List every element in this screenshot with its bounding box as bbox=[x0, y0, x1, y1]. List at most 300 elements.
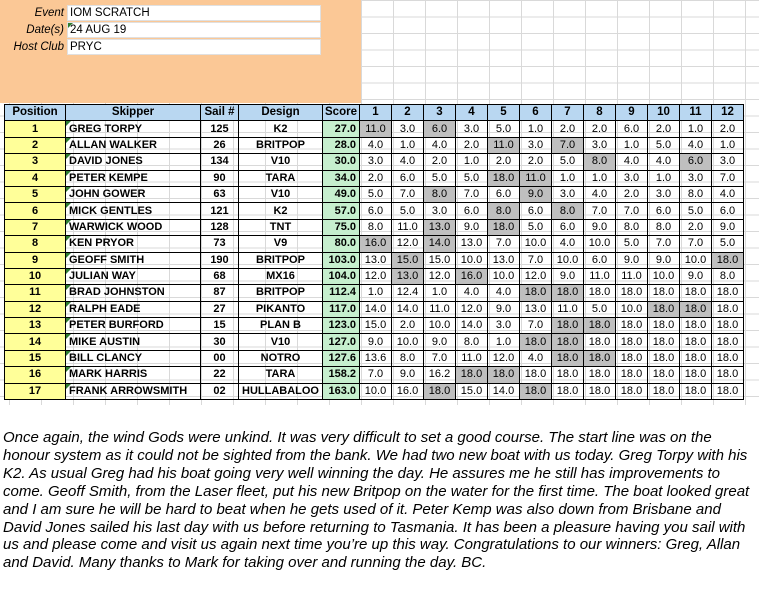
race-result-cell[interactable]: 6.0 bbox=[520, 203, 552, 219]
sail-number-cell[interactable]: 73 bbox=[201, 236, 239, 252]
race-result-dropped-cell[interactable]: 6.0 bbox=[424, 121, 456, 137]
skipper-cell[interactable] bbox=[66, 137, 201, 153]
skipper-cell[interactable] bbox=[66, 350, 201, 366]
race-result-cell[interactable]: 18.0 bbox=[616, 285, 648, 301]
race-result-cell[interactable]: 6.0 bbox=[552, 219, 584, 235]
race-result-cell[interactable]: 4.0 bbox=[552, 236, 584, 252]
score-cell[interactable]: 75.0 bbox=[323, 219, 360, 235]
race-result-cell[interactable]: 2.0 bbox=[648, 121, 680, 137]
race-result-cell[interactable]: 3.0 bbox=[392, 121, 424, 137]
race-result-cell[interactable]: 3.0 bbox=[360, 154, 392, 170]
race-result-cell[interactable]: 13.6 bbox=[360, 350, 392, 366]
race-result-cell[interactable]: 1.0 bbox=[616, 137, 648, 153]
race-result-dropped-cell[interactable]: 18.0 bbox=[456, 367, 488, 383]
race-result-cell[interactable]: 1.0 bbox=[520, 121, 552, 137]
race-result-cell[interactable]: 1.0 bbox=[648, 170, 680, 186]
race-result-cell[interactable]: 4.0 bbox=[360, 137, 392, 153]
column-header[interactable]: Score bbox=[323, 105, 360, 121]
race-result-cell[interactable]: 18.0 bbox=[648, 350, 680, 366]
race-result-cell[interactable]: 2.0 bbox=[392, 318, 424, 334]
race-result-dropped-cell[interactable]: 18.0 bbox=[488, 219, 520, 235]
race-result-cell[interactable]: 1.0 bbox=[456, 154, 488, 170]
race-result-dropped-cell[interactable]: 6.0 bbox=[680, 154, 712, 170]
sail-number-cell[interactable]: 68 bbox=[201, 268, 239, 284]
race-result-cell[interactable]: 10.0 bbox=[552, 252, 584, 268]
skipper-cell[interactable] bbox=[66, 121, 201, 137]
design-cell[interactable]: NOTRO bbox=[239, 350, 323, 366]
race-result-cell[interactable]: 6.0 bbox=[584, 252, 616, 268]
race-result-dropped-cell[interactable]: 8.0 bbox=[584, 154, 616, 170]
column-header[interactable]: 3 bbox=[424, 105, 456, 121]
race-result-cell[interactable]: 2.0 bbox=[680, 219, 712, 235]
race-result-cell[interactable]: 9.0 bbox=[424, 334, 456, 350]
race-result-cell[interactable]: 1.0 bbox=[488, 334, 520, 350]
skipper-cell[interactable] bbox=[66, 383, 201, 399]
race-result-cell[interactable]: 7.0 bbox=[712, 170, 744, 186]
race-result-cell[interactable]: 18.0 bbox=[680, 318, 712, 334]
race-result-cell[interactable]: 4.0 bbox=[712, 186, 744, 202]
position-cell[interactable]: 17 bbox=[5, 383, 66, 399]
race-result-cell[interactable]: 10.0 bbox=[392, 334, 424, 350]
race-result-cell[interactable]: 10.0 bbox=[360, 383, 392, 399]
race-result-cell[interactable]: 12.0 bbox=[456, 301, 488, 317]
race-result-cell[interactable]: 18.0 bbox=[712, 350, 744, 366]
race-result-cell[interactable]: 8.0 bbox=[456, 334, 488, 350]
race-result-dropped-cell[interactable]: 8.0 bbox=[424, 186, 456, 202]
race-result-dropped-cell[interactable]: 18.0 bbox=[520, 285, 552, 301]
race-result-cell[interactable]: 18.0 bbox=[648, 334, 680, 350]
race-result-dropped-cell[interactable]: 18.0 bbox=[424, 383, 456, 399]
race-result-cell[interactable]: 7.0 bbox=[520, 252, 552, 268]
column-header[interactable]: 4 bbox=[456, 105, 488, 121]
race-result-cell[interactable]: 4.0 bbox=[616, 154, 648, 170]
race-result-cell[interactable]: 12.0 bbox=[392, 236, 424, 252]
race-result-cell[interactable]: 9.0 bbox=[488, 301, 520, 317]
score-cell[interactable]: 158.2 bbox=[323, 367, 360, 383]
race-result-cell[interactable]: 5.0 bbox=[424, 170, 456, 186]
race-result-dropped-cell[interactable]: 18.0 bbox=[584, 318, 616, 334]
sail-number-cell[interactable]: 190 bbox=[201, 252, 239, 268]
skipper-cell[interactable] bbox=[66, 154, 201, 170]
race-result-cell[interactable]: 5.0 bbox=[360, 186, 392, 202]
race-result-cell[interactable]: 4.0 bbox=[648, 154, 680, 170]
race-result-cell[interactable]: 1.0 bbox=[360, 285, 392, 301]
race-result-cell[interactable]: 5.0 bbox=[456, 170, 488, 186]
race-result-dropped-cell[interactable]: 18.0 bbox=[552, 334, 584, 350]
race-result-cell[interactable]: 9.0 bbox=[616, 252, 648, 268]
race-result-cell[interactable]: 12.0 bbox=[360, 268, 392, 284]
race-result-cell[interactable]: 11.0 bbox=[424, 301, 456, 317]
sail-number-cell[interactable]: 121 bbox=[201, 203, 239, 219]
race-result-cell[interactable]: 5.0 bbox=[680, 203, 712, 219]
race-result-dropped-cell[interactable]: 13.0 bbox=[392, 268, 424, 284]
column-header[interactable]: 7 bbox=[552, 105, 584, 121]
race-result-cell[interactable]: 8.0 bbox=[680, 186, 712, 202]
race-result-dropped-cell[interactable]: 16.0 bbox=[360, 236, 392, 252]
race-result-dropped-cell[interactable]: 18.0 bbox=[552, 318, 584, 334]
race-result-cell[interactable]: 13.0 bbox=[360, 252, 392, 268]
score-cell[interactable]: 104.0 bbox=[323, 268, 360, 284]
race-result-cell[interactable]: 12.0 bbox=[424, 268, 456, 284]
column-header[interactable]: 9 bbox=[616, 105, 648, 121]
host-value[interactable]: PRYC bbox=[67, 39, 321, 55]
race-result-cell[interactable]: 11.0 bbox=[392, 219, 424, 235]
race-result-cell[interactable]: 18.0 bbox=[552, 367, 584, 383]
race-result-dropped-cell[interactable]: 14.0 bbox=[424, 236, 456, 252]
race-result-cell[interactable]: 3.0 bbox=[616, 170, 648, 186]
score-cell[interactable]: 30.0 bbox=[323, 154, 360, 170]
race-result-cell[interactable]: 10.0 bbox=[520, 236, 552, 252]
race-result-cell[interactable]: 7.0 bbox=[488, 236, 520, 252]
sail-number-cell[interactable]: 63 bbox=[201, 186, 239, 202]
race-result-cell[interactable]: 7.0 bbox=[520, 318, 552, 334]
race-result-cell[interactable]: 14.0 bbox=[360, 301, 392, 317]
race-result-cell[interactable]: 12.0 bbox=[520, 268, 552, 284]
position-cell[interactable]: 12 bbox=[5, 301, 66, 317]
race-result-cell[interactable]: 4.0 bbox=[456, 285, 488, 301]
race-result-dropped-cell[interactable]: 8.0 bbox=[552, 203, 584, 219]
skipper-cell[interactable] bbox=[66, 186, 201, 202]
sail-number-cell[interactable]: 30 bbox=[201, 334, 239, 350]
race-result-cell[interactable]: 1.0 bbox=[552, 170, 584, 186]
race-result-cell[interactable]: 12.4 bbox=[392, 285, 424, 301]
race-result-cell[interactable]: 15.0 bbox=[424, 252, 456, 268]
position-cell[interactable]: 10 bbox=[5, 268, 66, 284]
sail-number-cell[interactable]: 22 bbox=[201, 367, 239, 383]
skipper-cell[interactable] bbox=[66, 301, 201, 317]
position-cell[interactable]: 4 bbox=[5, 170, 66, 186]
race-result-cell[interactable]: 10.0 bbox=[680, 252, 712, 268]
race-result-cell[interactable]: 3.0 bbox=[456, 121, 488, 137]
race-result-cell[interactable]: 18.0 bbox=[680, 285, 712, 301]
skipper-cell[interactable] bbox=[66, 236, 201, 252]
race-result-cell[interactable]: 5.0 bbox=[616, 236, 648, 252]
position-cell[interactable]: 9 bbox=[5, 252, 66, 268]
race-result-cell[interactable]: 18.0 bbox=[712, 383, 744, 399]
race-result-cell[interactable]: 3.0 bbox=[712, 154, 744, 170]
score-cell[interactable]: 28.0 bbox=[323, 137, 360, 153]
race-result-cell[interactable]: 18.0 bbox=[712, 318, 744, 334]
skipper-cell[interactable] bbox=[66, 219, 201, 235]
design-cell[interactable]: TARA bbox=[239, 367, 323, 383]
race-result-cell[interactable]: 10.0 bbox=[648, 268, 680, 284]
race-result-cell[interactable]: 18.0 bbox=[616, 367, 648, 383]
race-result-dropped-cell[interactable]: 18.0 bbox=[488, 170, 520, 186]
race-result-cell[interactable]: 18.0 bbox=[616, 383, 648, 399]
design-cell[interactable]: PLAN B bbox=[239, 318, 323, 334]
sail-number-cell[interactable]: 128 bbox=[201, 219, 239, 235]
race-result-cell[interactable]: 3.0 bbox=[584, 137, 616, 153]
score-cell[interactable]: 80.0 bbox=[323, 236, 360, 252]
race-result-cell[interactable]: 11.0 bbox=[616, 268, 648, 284]
race-result-cell[interactable]: 12.0 bbox=[488, 350, 520, 366]
sail-number-cell[interactable]: 26 bbox=[201, 137, 239, 153]
column-header[interactable]: 6 bbox=[520, 105, 552, 121]
score-cell[interactable]: 49.0 bbox=[323, 186, 360, 202]
design-cell[interactable]: V10 bbox=[239, 154, 323, 170]
position-cell[interactable]: 13 bbox=[5, 318, 66, 334]
race-result-cell[interactable]: 9.0 bbox=[360, 334, 392, 350]
column-header[interactable]: 2 bbox=[392, 105, 424, 121]
race-result-cell[interactable]: 13.0 bbox=[456, 236, 488, 252]
sail-number-cell[interactable]: 90 bbox=[201, 170, 239, 186]
race-result-cell[interactable]: 6.0 bbox=[488, 186, 520, 202]
race-result-cell[interactable]: 6.0 bbox=[456, 203, 488, 219]
race-result-cell[interactable]: 7.0 bbox=[456, 186, 488, 202]
race-result-cell[interactable]: 5.0 bbox=[488, 121, 520, 137]
sail-number-cell[interactable]: 125 bbox=[201, 121, 239, 137]
race-result-cell[interactable]: 1.0 bbox=[712, 137, 744, 153]
race-result-cell[interactable]: 7.0 bbox=[584, 203, 616, 219]
race-result-cell[interactable]: 9.0 bbox=[648, 252, 680, 268]
race-result-cell[interactable]: 6.0 bbox=[712, 203, 744, 219]
race-result-cell[interactable]: 7.0 bbox=[648, 236, 680, 252]
race-result-cell[interactable]: 14.0 bbox=[456, 318, 488, 334]
race-result-cell[interactable]: 3.0 bbox=[520, 137, 552, 153]
race-result-cell[interactable]: 18.0 bbox=[680, 383, 712, 399]
race-result-dropped-cell[interactable]: 11.0 bbox=[488, 137, 520, 153]
race-result-cell[interactable]: 7.0 bbox=[392, 186, 424, 202]
design-cell[interactable]: V10 bbox=[239, 334, 323, 350]
dates-value[interactable] bbox=[67, 22, 321, 38]
skipper-cell[interactable] bbox=[66, 367, 201, 383]
race-result-cell[interactable]: 15.0 bbox=[360, 318, 392, 334]
design-cell[interactable]: TNT bbox=[239, 219, 323, 235]
race-result-cell[interactable]: 2.0 bbox=[456, 137, 488, 153]
race-result-cell[interactable]: 2.0 bbox=[424, 154, 456, 170]
column-header[interactable]: 11 bbox=[680, 105, 712, 121]
race-result-dropped-cell[interactable]: 18.0 bbox=[552, 285, 584, 301]
race-result-cell[interactable]: 2.0 bbox=[584, 121, 616, 137]
race-result-cell[interactable]: 8.0 bbox=[648, 219, 680, 235]
design-cell[interactable]: MX16 bbox=[239, 268, 323, 284]
race-result-dropped-cell[interactable]: 18.0 bbox=[712, 252, 744, 268]
race-result-cell[interactable]: 18.0 bbox=[584, 285, 616, 301]
position-cell[interactable]: 3 bbox=[5, 154, 66, 170]
score-cell[interactable]: 34.0 bbox=[323, 170, 360, 186]
design-cell[interactable]: V9 bbox=[239, 236, 323, 252]
race-result-cell[interactable]: 11.0 bbox=[584, 268, 616, 284]
race-result-cell[interactable]: 18.0 bbox=[712, 285, 744, 301]
design-cell[interactable]: HULLABALOO bbox=[239, 383, 323, 399]
race-result-cell[interactable]: 10.0 bbox=[456, 252, 488, 268]
race-result-cell[interactable]: 18.0 bbox=[584, 383, 616, 399]
column-header[interactable]: 12 bbox=[712, 105, 744, 121]
race-result-cell[interactable]: 13.0 bbox=[520, 301, 552, 317]
score-cell[interactable]: 117.0 bbox=[323, 301, 360, 317]
position-cell[interactable]: 11 bbox=[5, 285, 66, 301]
position-cell[interactable]: 7 bbox=[5, 219, 66, 235]
score-cell[interactable]: 27.0 bbox=[323, 121, 360, 137]
skipper-cell[interactable] bbox=[66, 203, 201, 219]
race-result-cell[interactable]: 18.0 bbox=[616, 318, 648, 334]
race-result-cell[interactable]: 8.0 bbox=[712, 268, 744, 284]
race-result-cell[interactable]: 18.0 bbox=[680, 367, 712, 383]
race-result-cell[interactable]: 18.0 bbox=[712, 334, 744, 350]
event-value[interactable]: IOM SCRATCH bbox=[67, 5, 321, 21]
design-cell[interactable]: K2 bbox=[239, 121, 323, 137]
design-cell[interactable]: V10 bbox=[239, 186, 323, 202]
race-result-cell[interactable]: 18.0 bbox=[616, 350, 648, 366]
race-result-cell[interactable]: 4.0 bbox=[680, 137, 712, 153]
column-header[interactable]: Skipper bbox=[66, 105, 201, 121]
race-result-cell[interactable]: 7.0 bbox=[360, 367, 392, 383]
race-result-cell[interactable]: 5.0 bbox=[520, 219, 552, 235]
position-cell[interactable]: 14 bbox=[5, 334, 66, 350]
race-result-cell[interactable]: 18.0 bbox=[648, 367, 680, 383]
column-header[interactable]: 8 bbox=[584, 105, 616, 121]
race-result-cell[interactable]: 6.0 bbox=[616, 121, 648, 137]
race-result-cell[interactable]: 2.0 bbox=[520, 154, 552, 170]
design-cell[interactable]: BRITPOP bbox=[239, 252, 323, 268]
race-result-dropped-cell[interactable]: 13.0 bbox=[424, 219, 456, 235]
sail-number-cell[interactable]: 02 bbox=[201, 383, 239, 399]
position-cell[interactable]: 6 bbox=[5, 203, 66, 219]
race-result-cell[interactable]: 4.0 bbox=[584, 186, 616, 202]
position-cell[interactable]: 1 bbox=[5, 121, 66, 137]
race-result-cell[interactable]: 11.0 bbox=[552, 301, 584, 317]
race-result-dropped-cell[interactable]: 8.0 bbox=[488, 203, 520, 219]
race-result-cell[interactable]: 9.0 bbox=[392, 367, 424, 383]
column-header[interactable]: 1 bbox=[360, 105, 392, 121]
race-result-cell[interactable]: 4.0 bbox=[520, 350, 552, 366]
race-result-cell[interactable]: 8.0 bbox=[360, 219, 392, 235]
design-cell[interactable]: BRITPOP bbox=[239, 285, 323, 301]
position-cell[interactable]: 8 bbox=[5, 236, 66, 252]
column-header[interactable]: 10 bbox=[648, 105, 680, 121]
race-result-cell[interactable]: 18.0 bbox=[552, 383, 584, 399]
race-result-cell[interactable]: 15.0 bbox=[456, 383, 488, 399]
race-result-cell[interactable]: 2.0 bbox=[488, 154, 520, 170]
race-result-cell[interactable]: 1.0 bbox=[392, 137, 424, 153]
race-result-cell[interactable]: 18.0 bbox=[712, 301, 744, 317]
race-result-cell[interactable]: 18.0 bbox=[648, 318, 680, 334]
race-result-cell[interactable]: 5.0 bbox=[712, 236, 744, 252]
sail-number-cell[interactable]: 15 bbox=[201, 318, 239, 334]
skipper-cell[interactable] bbox=[66, 170, 201, 186]
sail-number-cell[interactable]: 00 bbox=[201, 350, 239, 366]
race-result-cell[interactable]: 3.0 bbox=[648, 186, 680, 202]
sail-number-cell[interactable]: 87 bbox=[201, 285, 239, 301]
race-result-cell[interactable]: 3.0 bbox=[488, 318, 520, 334]
race-result-cell[interactable]: 9.0 bbox=[456, 219, 488, 235]
race-result-cell[interactable]: 13.0 bbox=[488, 252, 520, 268]
race-result-dropped-cell[interactable]: 18.0 bbox=[520, 383, 552, 399]
design-cell[interactable]: BRITPOP bbox=[239, 137, 323, 153]
race-result-cell[interactable]: 2.0 bbox=[616, 186, 648, 202]
race-result-cell[interactable]: 1.0 bbox=[680, 121, 712, 137]
race-result-cell[interactable]: 2.0 bbox=[360, 170, 392, 186]
race-result-dropped-cell[interactable]: 7.0 bbox=[552, 137, 584, 153]
race-result-dropped-cell[interactable]: 11.0 bbox=[520, 170, 552, 186]
race-result-cell[interactable]: 4.0 bbox=[392, 154, 424, 170]
race-result-cell[interactable]: 10.0 bbox=[616, 301, 648, 317]
race-result-cell[interactable]: 14.0 bbox=[488, 383, 520, 399]
sail-number-cell[interactable]: 134 bbox=[201, 154, 239, 170]
race-result-cell[interactable]: 7.0 bbox=[424, 350, 456, 366]
race-result-cell[interactable]: 18.0 bbox=[584, 334, 616, 350]
race-result-cell[interactable]: 7.0 bbox=[680, 236, 712, 252]
race-result-cell[interactable]: 18.0 bbox=[680, 350, 712, 366]
column-header[interactable]: Sail # bbox=[201, 105, 239, 121]
race-result-cell[interactable]: 1.0 bbox=[584, 170, 616, 186]
race-result-dropped-cell[interactable]: 18.0 bbox=[488, 367, 520, 383]
race-result-cell[interactable]: 3.0 bbox=[424, 203, 456, 219]
race-result-cell[interactable]: 10.0 bbox=[488, 268, 520, 284]
race-result-cell[interactable]: 16.2 bbox=[424, 367, 456, 383]
position-cell[interactable]: 2 bbox=[5, 137, 66, 153]
score-cell[interactable]: 112.4 bbox=[323, 285, 360, 301]
skipper-cell[interactable] bbox=[66, 318, 201, 334]
score-cell[interactable]: 127.6 bbox=[323, 350, 360, 366]
race-result-cell[interactable]: 6.0 bbox=[392, 170, 424, 186]
score-cell[interactable]: 127.0 bbox=[323, 334, 360, 350]
race-result-cell[interactable]: 4.0 bbox=[488, 285, 520, 301]
design-cell[interactable]: TARA bbox=[239, 170, 323, 186]
race-result-cell[interactable]: 18.0 bbox=[680, 334, 712, 350]
race-result-cell[interactable]: 18.0 bbox=[616, 334, 648, 350]
design-cell[interactable]: PIKANTO bbox=[239, 301, 323, 317]
race-result-cell[interactable]: 18.0 bbox=[520, 367, 552, 383]
race-result-cell[interactable]: 3.0 bbox=[552, 186, 584, 202]
race-result-cell[interactable]: 1.0 bbox=[424, 285, 456, 301]
race-result-dropped-cell[interactable]: 18.0 bbox=[520, 334, 552, 350]
skipper-cell[interactable] bbox=[66, 334, 201, 350]
race-result-cell[interactable]: 4.0 bbox=[424, 137, 456, 153]
race-result-cell[interactable]: 5.0 bbox=[552, 154, 584, 170]
race-result-cell[interactable]: 6.0 bbox=[648, 203, 680, 219]
race-result-cell[interactable]: 14.0 bbox=[392, 301, 424, 317]
position-cell[interactable]: 5 bbox=[5, 186, 66, 202]
race-result-cell[interactable]: 8.0 bbox=[616, 219, 648, 235]
race-result-cell[interactable]: 5.0 bbox=[392, 203, 424, 219]
race-result-dropped-cell[interactable]: 18.0 bbox=[584, 350, 616, 366]
race-result-cell[interactable]: 9.0 bbox=[680, 268, 712, 284]
race-result-dropped-cell[interactable]: 18.0 bbox=[648, 301, 680, 317]
race-result-cell[interactable]: 11.0 bbox=[456, 350, 488, 366]
race-result-cell[interactable]: 18.0 bbox=[648, 285, 680, 301]
score-cell[interactable]: 163.0 bbox=[323, 383, 360, 399]
race-result-dropped-cell[interactable]: 9.0 bbox=[520, 186, 552, 202]
race-result-dropped-cell[interactable]: 18.0 bbox=[680, 301, 712, 317]
race-result-cell[interactable]: 8.0 bbox=[392, 350, 424, 366]
score-cell[interactable]: 57.0 bbox=[323, 203, 360, 219]
race-result-cell[interactable]: 10.0 bbox=[424, 318, 456, 334]
race-result-cell[interactable]: 18.0 bbox=[712, 367, 744, 383]
race-result-cell[interactable]: 9.0 bbox=[584, 219, 616, 235]
race-result-cell[interactable]: 2.0 bbox=[552, 121, 584, 137]
race-result-cell[interactable]: 18.0 bbox=[648, 383, 680, 399]
race-result-cell[interactable]: 2.0 bbox=[712, 121, 744, 137]
race-result-cell[interactable]: 9.0 bbox=[712, 219, 744, 235]
score-cell[interactable]: 103.0 bbox=[323, 252, 360, 268]
race-result-cell[interactable]: 10.0 bbox=[584, 236, 616, 252]
race-result-cell[interactable]: 7.0 bbox=[616, 203, 648, 219]
race-result-cell[interactable]: 5.0 bbox=[648, 137, 680, 153]
design-cell[interactable]: K2 bbox=[239, 203, 323, 219]
position-cell[interactable]: 16 bbox=[5, 367, 66, 383]
race-result-dropped-cell[interactable]: 11.0 bbox=[360, 121, 392, 137]
position-cell[interactable]: 15 bbox=[5, 350, 66, 366]
sail-number-cell[interactable]: 27 bbox=[201, 301, 239, 317]
race-result-cell[interactable]: 9.0 bbox=[552, 268, 584, 284]
skipper-cell[interactable] bbox=[66, 252, 201, 268]
race-result-cell[interactable]: 16.0 bbox=[392, 383, 424, 399]
race-result-dropped-cell[interactable]: 16.0 bbox=[456, 268, 488, 284]
column-header[interactable]: Position bbox=[5, 105, 66, 121]
race-result-dropped-cell[interactable]: 18.0 bbox=[552, 350, 584, 366]
skipper-cell[interactable] bbox=[66, 285, 201, 301]
